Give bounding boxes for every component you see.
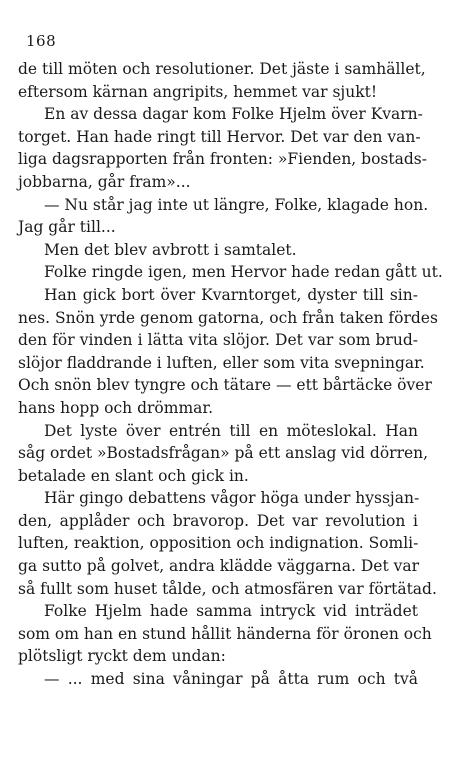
text-line: som om han en stund hållit händerna för öronen och bbox=[18, 624, 432, 643]
text-line: slöjor fladdrande i luften, eller som vita svepningar. bbox=[18, 353, 425, 372]
text-line: luften, reaktion, opposition och indignation. Somli- bbox=[18, 534, 419, 553]
body-text bbox=[18, 58, 443, 691]
text-line: Men det blev avbrott i samtalet. bbox=[44, 240, 297, 259]
text-line: Folke ringde igen, men Hervor hade redan gått ut. bbox=[44, 263, 443, 282]
text-line: betalade en slant och gick in. bbox=[18, 466, 249, 485]
text-line: så fullt som huset tålde, och atmosfären var förtätad. bbox=[18, 579, 437, 598]
text-line: nes. Snön yrde genom gatorna, och från taken fördes bbox=[18, 308, 438, 327]
text-line: plötsligt ryckt dem undan: bbox=[18, 647, 226, 666]
text-line: den för vinden i lätta vita slöjor. Det var som brud- bbox=[18, 331, 418, 350]
text-line: den, applåder och bravorop. Det var revolution i bbox=[18, 511, 418, 530]
text-line: Här gingo debattens vågor höga under hyssjan- bbox=[44, 489, 420, 508]
text-line: Det lyste över entrén till en möteslokal. Han bbox=[44, 421, 418, 440]
text-line: Folke Hjelm hade samma intryck vid inträdet bbox=[44, 602, 418, 621]
text-line: Och snön blev tyngre och tätare — ett bårtäcke över bbox=[18, 376, 432, 395]
text-line: eftersom kärnan angripits, hemmet var sjukt! bbox=[18, 82, 378, 101]
text-line: — ... med sina våningar på åtta rum och två bbox=[44, 670, 418, 689]
text-line: hans hopp och drömmar. bbox=[18, 398, 214, 417]
text-line: En av dessa dagar kom Folke Hjelm över Kvarn- bbox=[44, 105, 423, 124]
text-line: de till möten och resolutioner. Det jäste i samhället, bbox=[18, 60, 426, 78]
text-line: ga sutto på golvet, andra klädde väggarna. Det var bbox=[18, 557, 420, 576]
text-line: såg ordet »Bostadsfrågan» på ett anslag vid dörren, bbox=[18, 444, 429, 463]
text-line: — Nu står jag inte ut längre, Folke, klagade hon. bbox=[44, 195, 429, 214]
text-line: liga dagsrapporten från fronten: »Fienden, bostads- bbox=[18, 150, 427, 169]
text-line: torget. Han hade ringt till Hervor. Det var den van- bbox=[18, 127, 421, 146]
page-number: 168 bbox=[26, 32, 57, 50]
text-line: Han gick bort över Kvarntorget, dyster till sin- bbox=[44, 285, 418, 304]
text-line: Jag går till... bbox=[18, 218, 116, 237]
text-line: jobbarna, går fram»... bbox=[18, 172, 191, 191]
